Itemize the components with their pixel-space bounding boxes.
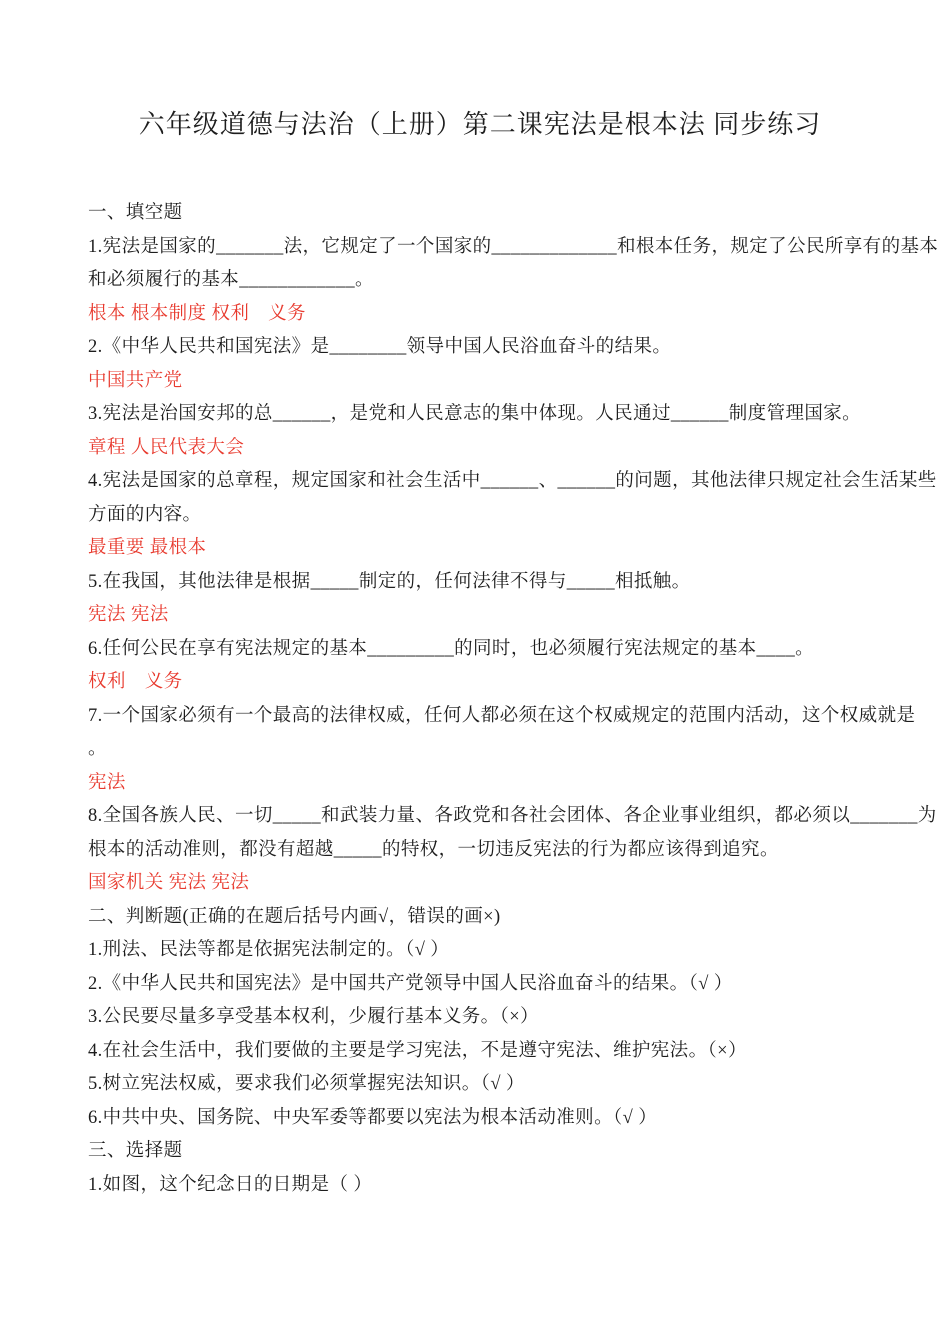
fill-blank-answer-6: 权利 义务 (88, 672, 183, 692)
fill-blank-question-3: 3.宪法是治国安邦的总______，是党和人民意志的集中体现。人民通过______制度管理国家。 (88, 404, 862, 424)
section-heading-true-false: 二、判断题(正确的在题后括号内画√，错误的画×) (88, 906, 501, 927)
fill-blank-answer-8: 国家机关 宪法 宪法 (88, 873, 250, 893)
fill-blank-question-2: 2.《中华人民共和国宪法》是________领导中国人民浴血奋斗的结果。 (88, 337, 672, 357)
page-title: 六年级道德与法治（上册）第二课宪法是根本法 同步练习 (138, 110, 822, 139)
fill-blank-answer-7: 宪法 (88, 772, 126, 793)
fill-blank-answer-4: 最重要 最根本 (88, 538, 207, 558)
true-false-question-4: 4.在社会生活中，我们要做的主要是学习宪法，不是遵守宪法、维护宪法。（×） (88, 1040, 747, 1061)
true-false-question-5: 5.树立宪法权威，要求我们必须掌握宪法知识。（√ ） (88, 1074, 525, 1094)
section-heading-fill-in-blanks: 一、填空题 (88, 203, 183, 223)
true-false-question-3: 3.公民要尽量多享受基本权利，少履行基本义务。（×） (88, 1007, 539, 1027)
section-heading-multiple-choice: 三、选择题 (88, 1141, 183, 1161)
fill-blank-answer-1: 根本 根本制度 权利 义务 (88, 303, 306, 324)
fill-blank-question-7-line-1: 7.一个国家必须有一个最高的法律权威，任何人都必须在这个权威规定的范围内活动，这个权威就是 (88, 705, 916, 726)
document-body (88, 197, 939, 1202)
fill-blank-question-4-line-1: 4.宪法是国家的总章程，规定国家和社会生活中______、______的问题，其他法律只规定社会生活某些 (88, 471, 937, 491)
true-false-question-2: 2.《中华人民共和国宪法》是中国共产党领导中国人民浴血奋斗的结果。（√ ） (88, 973, 733, 994)
true-false-question-1: 1.刑法、民法等都是依据宪法制定的。（√ ） (88, 940, 450, 960)
fill-blank-question-5: 5.在我国，其他法律是根据_____制定的，任何法律不得与_____相抵触。 (88, 571, 691, 592)
fill-blank-answer-3: 章程 人民代表大会 (88, 437, 245, 458)
fill-blank-question-8-line-2: 根本的活动准则，都没有超越_____的特权，一切违反宪法的行为都应该得到追究。 (88, 839, 779, 860)
fill-blank-question-7-line-2: 。 (88, 739, 107, 759)
true-false-question-6: 6.中共中央、国务院、中央军委等都要以宪法为根本活动准则。（√ ） (88, 1107, 658, 1128)
fill-blank-question-6: 6.任何公民在享有宪法规定的基本_________的同时，也必须履行宪法规定的基本____。 (88, 638, 815, 659)
multiple-choice-question-1: 1.如图，这个纪念日的日期是（ ） (88, 1174, 373, 1195)
fill-blank-question-1-line-2: 和必须履行的基本____________。 (88, 270, 374, 290)
fill-blank-question-4-line-2: 方面的内容。 (88, 504, 202, 525)
fill-blank-answer-2: 中国共产党 (88, 370, 183, 391)
fill-blank-answer-5: 宪法 宪法 (88, 605, 169, 625)
fill-blank-question-8-line-1: 8.全国各族人民、一切_____和武装力量、各政党和各社会团体、各企业事业组织，都必须以_______为 (88, 806, 937, 826)
fill-blank-question-1-line-1: 1.宪法是国家的_______法，它规定了一个国家的_____________和根本任务，规定了公民所享有的基本 (88, 236, 939, 257)
